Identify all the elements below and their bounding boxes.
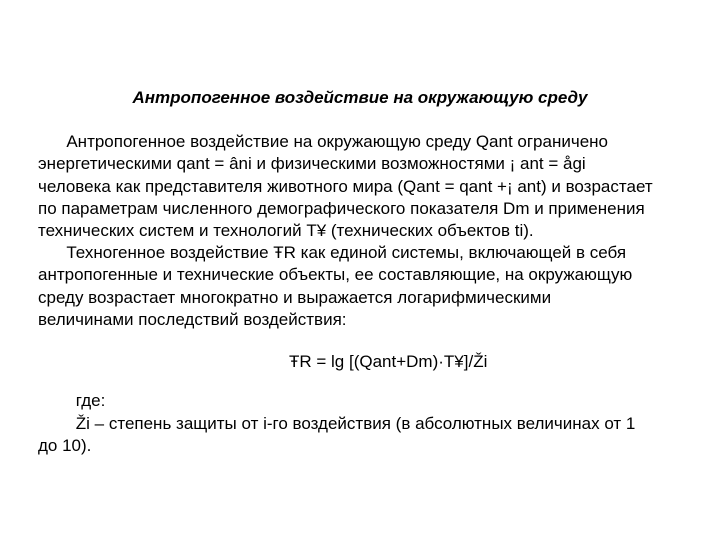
paragraph-anthropogenic: Антропогенное воздействие на окружающую среду Qant ограничено энергетическими qant = âni и физическими возможностями ¡ ant = ågi человека как представителя животного мира (Qant = qant +¡ ant) и возрастает по параметрам численного демографического показателя Dm и применения технических систем и технологий Т¥ (технических объектов ti).: [38, 132, 653, 241]
formula: ŦR = lg [(Qant+Dm)·T¥]/Ži: [289, 352, 488, 371]
slide-title: Антропогенное воздействие на окружающую среду: [132, 88, 588, 107]
paragraph-technogenic: Техногенное воздействие ŦR как единой системы, включающей в себя антропогенные и технические объекты, ее составляющие, на окружающую среду возрастает многократно и выражается логарифмическими величинами последствий воздействия:: [38, 243, 633, 329]
formula-legend: где: Ži – степень защиты от i-го воздействия (в абсолютных величинах от 1 до 10).: [38, 391, 636, 455]
